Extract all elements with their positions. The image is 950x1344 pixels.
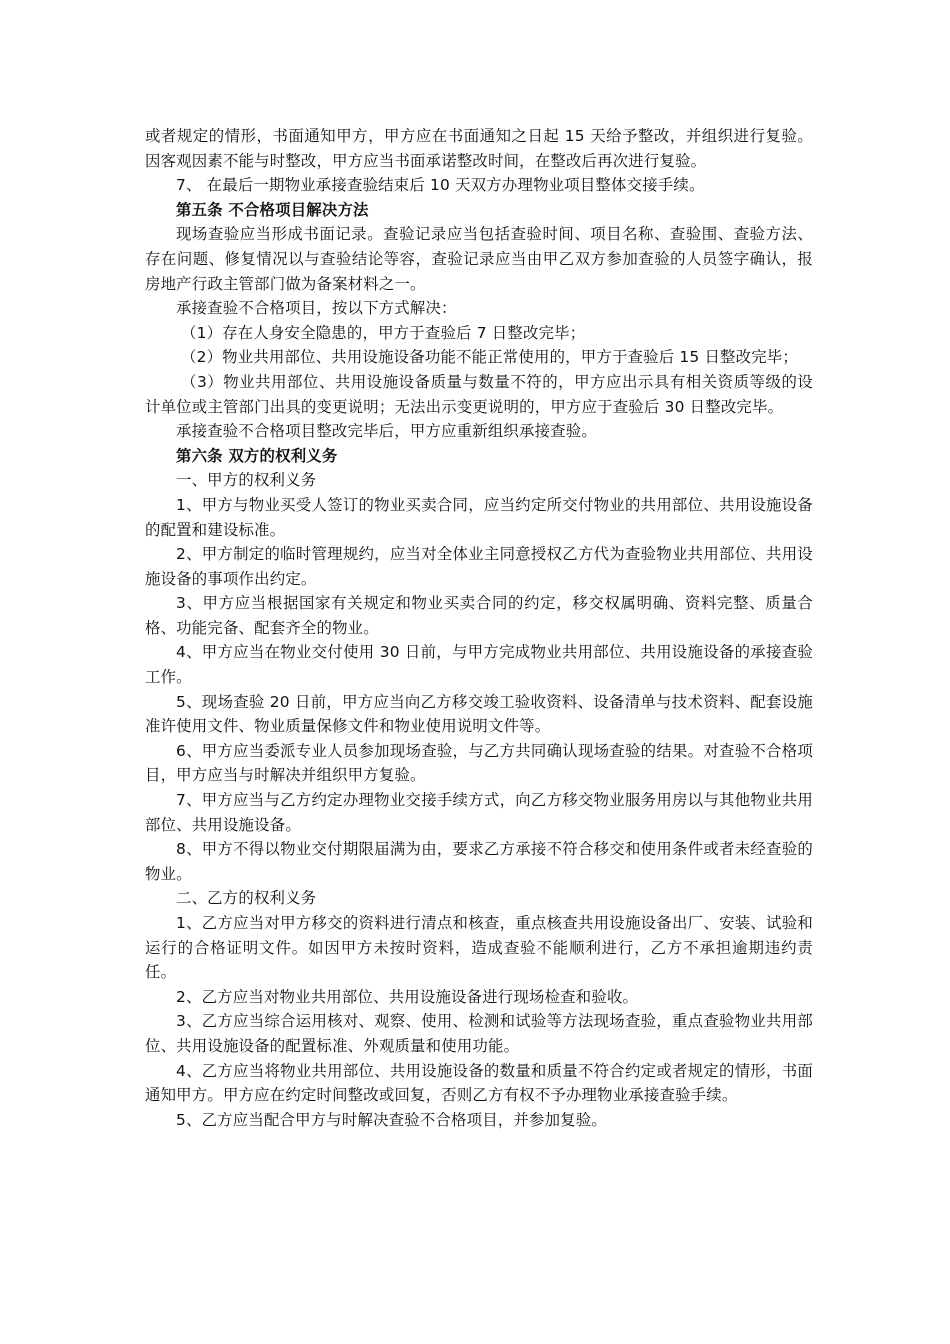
list-item-1: （1）存在人身安全隐患的，甲方于查验后 7 日整改完毕； [181, 323, 586, 342]
subsection-heading-party-b: 二、乙方的权利义务 [176, 889, 317, 908]
paragraph-inspection-record: 现场查验应当形成书面记录。查验记录应当包括查验时间、项目名称、查验围、查验方法、存在问题、修复情况以与查验结论等容，查验记录应当由甲乙双方参加查验的人员签字确认，报房地产行政主管部门做为备案材料之一。 [145, 225, 813, 293]
party-a-item-5: 5、现场查验 20 日前，甲方应当向乙方移交竣工验收资料、设备清单与技术资料、配套设施准许使用文件、物业质量保修文件和物业使用说明文件等。 [145, 692, 813, 736]
party-a-item-4: 4、甲方应当在物业交付使用 30 日前，与甲方完成物业共用部位、共用设施设备的承接查验工作。 [145, 643, 813, 687]
section-heading-article-5: 第五条 不合格项目解决方法 [176, 200, 369, 219]
section-heading-article-6: 第六条 双方的权利义务 [176, 446, 338, 465]
party-b-item-2: 2、乙方应当对物业共用部位、共用设施设备进行现场检查和验收。 [176, 987, 639, 1006]
party-b-item-4: 4、乙方应当将物业共用部位、共用设施设备的数量和质量不符合约定或者规定的情形，书面通知甲方。甲方应在约定时间整改或回复，否则乙方有权不予办理物业承接查验手续。 [145, 1061, 813, 1105]
document-body [145, 124, 813, 1132]
list-item-2: （2）物业共用部位、共用设施设备功能不能正常使用的，甲方于查验后 15 日整改完毕； [181, 348, 799, 367]
party-a-item-8: 8、甲方不得以物业交付期限届满为由，要求乙方承接不符合移交和使用条件或者未经查验的物业。 [145, 840, 813, 883]
paragraph-item-7: 7、 在最后一期物业承接查验结束后 10 天双方办理物业项目整体交接手续。 [176, 176, 705, 195]
paragraph-continuation: 或者规定的情形，书面通知甲方，甲方应在书面通知之日起 15 天给予整改，并组织进行复验。因客观因素不能与时整改，甲方应当书面承诺整改时间，在整改后再次进行复验。 [145, 127, 813, 170]
party-b-item-1: 1、乙方应当对甲方移交的资料进行清点和核查，重点核查共用设施设备出厂、安装、试验和运行的合格证明文件。如因甲方未按时资料，造成查验不能顺利进行，乙方不承担逾期违约责任。 [145, 914, 813, 982]
subsection-heading-party-a: 一、甲方的权利义务 [176, 471, 317, 490]
party-a-item-6: 6、甲方应当委派专业人员参加现场查验，与乙方共同确认现场查验的结果。对查验不合格项目，甲方应当与时解决并组织甲方复验。 [145, 741, 813, 785]
party-a-item-3: 3、甲方应当根据国家有关规定和物业买卖合同的约定，移交权属明确、资料完整、质量合格、功能完备、配套齐全的物业。 [145, 594, 813, 637]
paragraph-reinspection: 承接查验不合格项目整改完毕后，甲方应重新组织承接查验。 [176, 422, 597, 441]
party-a-item-1: 1、甲方与物业买受人签订的物业买卖合同，应当约定所交付物业的共用部位、共用设施设备的配置和建设标准。 [145, 495, 813, 539]
party-b-item-5: 5、乙方应当配合甲方与时解决查验不合格项目，并参加复验。 [176, 1110, 607, 1129]
paragraph-resolution-intro: 承接查验不合格项目，按以下方式解决： [176, 299, 457, 318]
party-a-item-7: 7、甲方应当与乙方约定办理物业交接手续方式，向乙方移交物业服务用房以与其他物业共用部位、共用设施设备。 [145, 791, 813, 834]
party-a-item-2: 2、甲方制定的临时管理规约，应当对全体业主同意授权乙方代为查验物业共用部位、共用设施设备的事项作出约定。 [145, 545, 813, 588]
list-item-3: （3）物业共用部位、共用设施设备质量与数量不符的，甲方应出示具有相关资质等级的设计单位或主管部门出具的变更说明；无法出示变更说明的，甲方应于查验后 30 日整改完毕。 [145, 372, 813, 416]
party-b-item-3: 3、乙方应当综合运用核对、观察、使用、检测和试验等方法现场查验，重点查验物业共用部位、共用设施设备的配置标准、外观质量和使用功能。 [145, 1012, 813, 1055]
